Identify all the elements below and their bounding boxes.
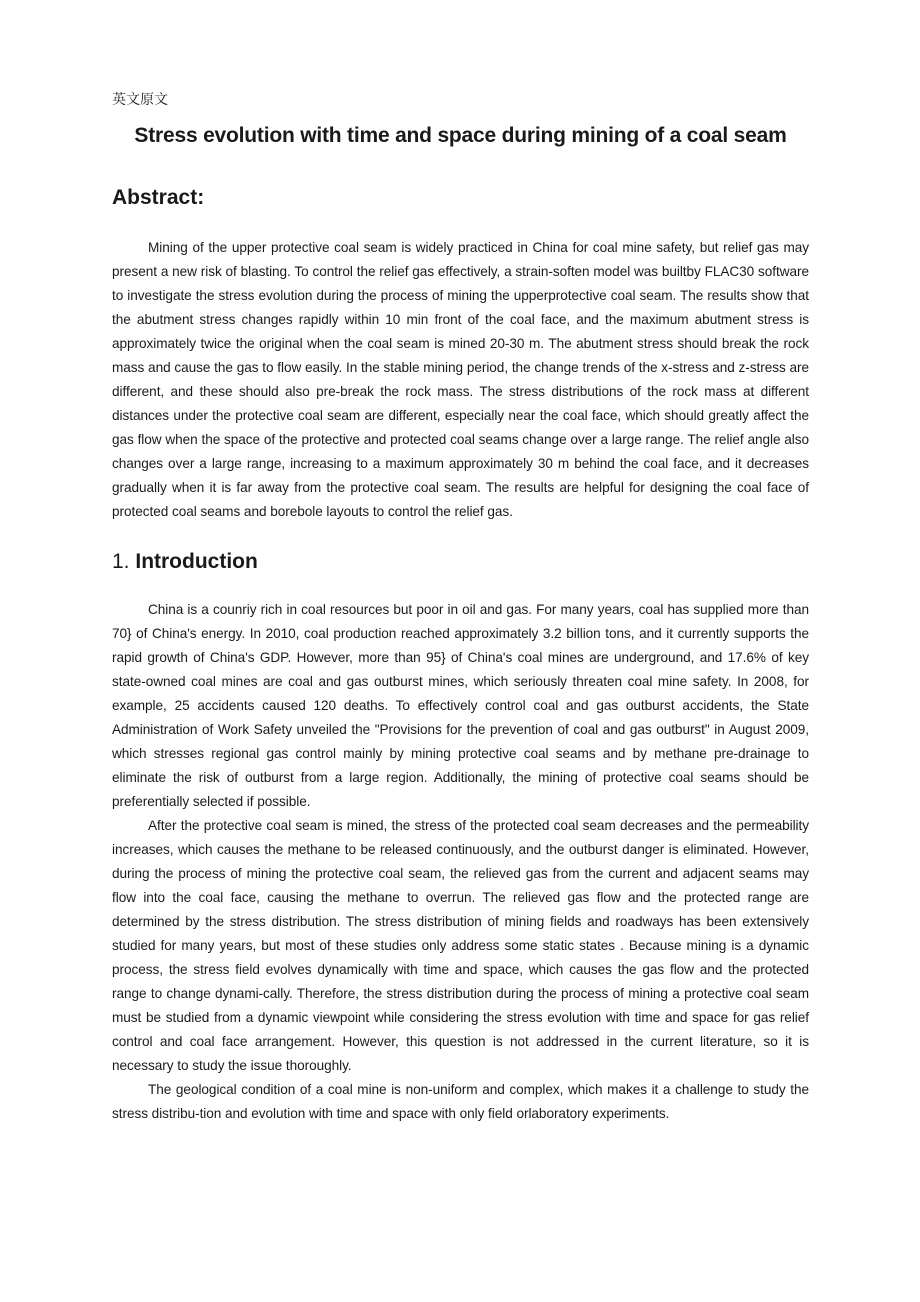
intro-paragraph-2: After the protective coal seam is mined, the stress of the protected coal seam decreases and the permeability increases, which causes the methane to be released continuously, and the outburst danger is eliminated. However, during the process of mining the protective coal seam, the relieved gas from the current and adjacent seams may flow into the coal face, causing the methane to overrun. The relieved gas flow and the protected range are determined by the stress distribution. The stress distribution of mining fields and roadways has been extensively studied for many years, but most of these studies only address some static states . Because mining is a dynamic process, the stress field evolves dynamically with time and space, which causes the gas flow and the protected range to change dynami-cally. Therefore, the stress distribution during the process of mining a protective coal seam must be studied from a dynamic viewpoint while considering the stress evolution with time and space for gas relief control and coal face arrangement. However, this question is not addressed in the current literature, so it is necessary to study the issue thoroughly.	[112, 818, 809, 1073]
abstract-section	[112, 236, 809, 524]
intro-paragraph-1: China is a counriy rich in coal resources but poor in oil and gas. For many years, coal has supplied more than 70} of China's energy. In 2010, coal production reached approximately 3.2 billion tons, and it currently supports the rapid growth of China's GDP. However, more than 95} of China's coal mines are underground, and 17.6% of key state-owned coal mines are coal and gas outburst mines, which seriously threaten coal mine safety. In 2008, for example, 25 accidents caused 120 deaths. To effectively control coal and gas outburst accidents, the State Administration of Work Safety unveiled the "Provisions for the prevention of coal and gas outburst" in August 2009, which stresses regional gas control mainly by mining protective coal seams and by methane pre-drainage to eliminate the risk of outburst from a large region. Additionally, the mining of protective coal seams should be preferentially selected if possible.	[112, 602, 809, 809]
intro-paragraph-3: The geological condition of a coal mine is non-uniform and complex, which makes it a challenge to study the stress distribu-tion and evolution with time and space with only field orlaboratory experiments.	[112, 1082, 809, 1121]
section-title: Introduction	[135, 550, 258, 573]
abstract-heading: Abstract:	[112, 186, 205, 209]
section-number: 1.	[112, 550, 130, 573]
introduction-heading	[112, 548, 809, 576]
paper-title: Stress evolution with time and space during mining of a coal seam	[134, 124, 787, 147]
document-page	[112, 88, 809, 1126]
header-label: 英文原文	[112, 91, 168, 107]
introduction-section	[112, 598, 809, 1126]
abstract-paragraph: Mining of the upper protective coal seam is widely practiced in China for coal mine safety, but relief gas may present a new risk of blasting. To control the relief gas effectively, a strain-soften model was builtby FLAC30 software to investigate the stress evolution during the process of mining the upperprotective coal seam. The results show that the abutment stress changes rapidly within 10 min front of the coal face, and the maximum abutment stress is approximately twice the original when the coal seam is mined 20-30 m. The abutment stress should break the rock mass and cause the gas to flow easily. In the stable mining period, the change trends of the x-stress and z-stress are different, and these should also pre-break the rock mass. The stress distributions of the rock mass at different distances under the protective coal seam are different, especially near the coal face, which should greatly affect the gas flow when the space of the protective and protected coal seams change over a large range. The relief angle also changes over a large range, increasing to a maximum approximately 30 m behind the coal face, and it decreases gradually when it is far away from the protective coal seam. The results are helpful for designing the coal face of protected coal seams and borebole layouts to control the relief gas.	[112, 240, 809, 519]
